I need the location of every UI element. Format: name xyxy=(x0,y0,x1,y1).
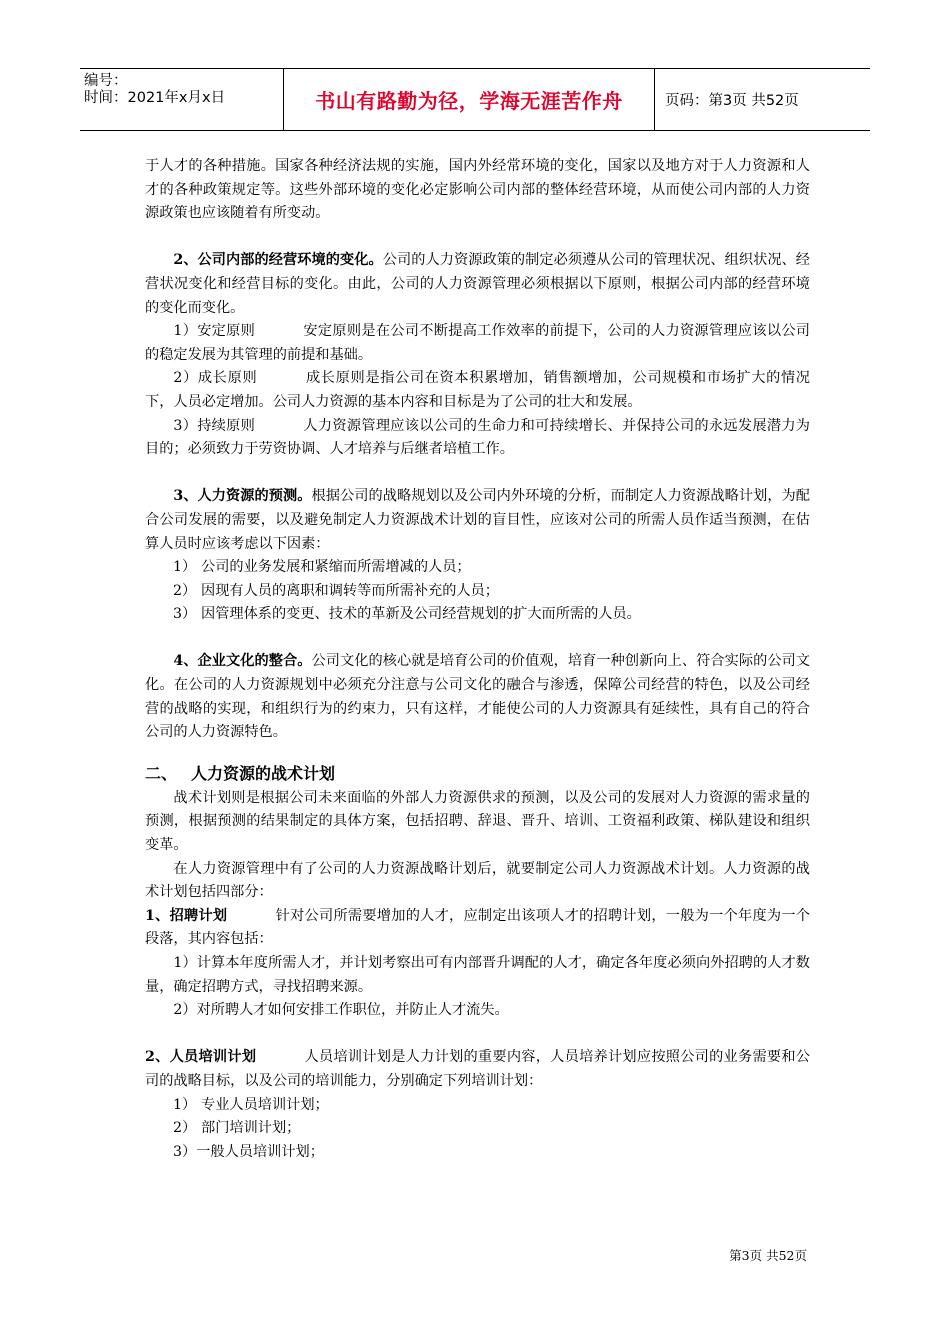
document-body xyxy=(145,155,810,1164)
paragraph: 在人力资源管理中有了公司的人力资源战略计划后，就要制定公司人力资源战术计划。人力资源的战术计划包括四部分： xyxy=(145,860,810,901)
header-motto: 书山有路勤为径，学海无涯苦作舟 xyxy=(315,89,623,113)
principle-label: 1）安定原则 xyxy=(173,323,256,340)
header-page-label: 页码：第3页 共52页 xyxy=(665,93,799,109)
paragraph: 于人才的各种措施。国家各种经济法规的实施，国内外经常环境的变化，国家以及地方对于人力资源和人才的各种政策规定等。这些外部环境的变化必定影响公司内部的整体经营环境，从而使公司内部的人力资源政策也应该随着有所变动。 xyxy=(145,158,810,222)
section-3-title: 3、人力资源的预测。 xyxy=(173,488,312,505)
principle-label: 2）成长原则 xyxy=(173,370,258,387)
principle-label: 3）持续原则 xyxy=(173,417,256,434)
list-item: 1） 专业人员培训计划； xyxy=(173,1096,329,1113)
recruit-item: 2）对所聘人才如何安排工作职位，并防止人才流失。 xyxy=(173,1002,509,1019)
principle-text: 人力资源管理应该以公司的生命力和可持续增长、并保持公司的永远发展潜力为目的；必须致力于劳资协调、人才培养与后继者培植工作。 xyxy=(145,417,810,458)
recruit-plan-title: 1、招聘计划 xyxy=(145,907,228,924)
page-footer: 第3页 共52页 xyxy=(729,1248,807,1263)
principle-text: 成长原则是指公司在资本积累增加，销售额增加，公司规模和市场扩大的情况下，人员必定增加。公司人力资源的基本内容和目标是为了公司的壮大和发展。 xyxy=(145,370,810,410)
header-motto-cell xyxy=(283,69,655,130)
section-4-title: 4、企业文化的整合。 xyxy=(173,653,312,670)
principle-item xyxy=(145,320,810,367)
page-header xyxy=(80,68,870,131)
list-item: 3）一般人员培训计划； xyxy=(173,1143,324,1160)
recruit-plan-paragraph xyxy=(145,905,810,952)
heading-number: 二、 xyxy=(145,763,178,783)
section-3-text: 根据公司的战略规划以及公司内外环境的分析，而制定人力资源战略计划，为配合公司发展的需要，以及避免制定人力资源战术计划的盲目性，应该对公司的所需人员作适当预测，在估算人员时应该考虑以下因素： xyxy=(145,488,810,552)
section-heading xyxy=(145,761,810,787)
section-2-text: 公司的人力资源政策的制定必须遵从公司的管理状况、组织状况、经营状况变化和经营目标的变化。由此，公司的人力资源管理必须根据以下原则，根据公司内部的经营环境的变化而变化。 xyxy=(145,252,810,316)
recruit-plan-text: 针对公司所需要增加的人才，应制定出该项人才的招聘计划，一般为一个年度为一个段落，其内容包括： xyxy=(145,907,810,948)
list-item: 3） 因管理体系的变更、技术的革新及公司经营规划的扩大而所需的人员。 xyxy=(173,606,641,623)
principle-item xyxy=(145,367,810,414)
section-3-paragraph xyxy=(145,485,810,556)
principle-item xyxy=(145,415,810,462)
recruit-item: 1）计算本年度所需人才，并计划考察出可有内部晋升调配的人才，确定各年度必须向外招聘的人才数量，确定招聘方式，寻找招聘来源。 xyxy=(145,955,810,995)
training-plan-text: 人员培训计划是人力计划的重要内容，人员培养计划应按照公司的业务需要和公司的战略目标，以及公司的培训能力，分别确定下列培训计划： xyxy=(145,1049,810,1089)
list-item: 2） 因现有人员的离职和调转等而所需补充的人员； xyxy=(173,582,499,599)
header-page-cell xyxy=(655,69,870,130)
training-plan-paragraph xyxy=(145,1046,810,1093)
heading-text: 人力资源的战术计划 xyxy=(191,763,336,783)
header-meta xyxy=(80,69,283,130)
section-4-text: 公司文化的核心就是培育公司的价值观，培育一种创新向上、符合实际的公司文化。在公司的人力资源规划中必须充分注意与公司文化的融合与渗透，保障公司经营的特色，以及公司经营的战略的实现，和组织行为的约束力，只有这样，才能使公司的人力资源具有延续性，具有自己的符合公司的人力资源特色。 xyxy=(145,653,810,741)
section-2-title: 2、公司内部的经营环境的变化。 xyxy=(173,252,383,269)
principle-text: 安定原则是在公司不断提高工作效率的前提下，公司的人力资源管理应该以公司的稳定发展为其管理的前提和基础。 xyxy=(145,323,810,363)
list-item: 1） 公司的业务发展和紧缩而所需增减的人员； xyxy=(173,559,471,576)
section-4-paragraph xyxy=(145,650,810,744)
list-item: 2） 部门培训计划； xyxy=(173,1120,301,1137)
training-plan-title: 2、人员培训计划 xyxy=(145,1049,257,1066)
paragraph: 战术计划则是根据公司未来面临的外部人力资源供求的预测，以及公司的发展对人力资源的需求量的预测，根据预测的结果制定的具体方案，包括招聘、辞退、晋升、培训、工资福利政策、梯队建设和组织变革。 xyxy=(145,789,810,854)
section-2-paragraph xyxy=(145,249,810,320)
doc-code-label: 编号： xyxy=(84,73,128,89)
doc-time-label: 时间：2021年x月x日 xyxy=(84,90,226,106)
